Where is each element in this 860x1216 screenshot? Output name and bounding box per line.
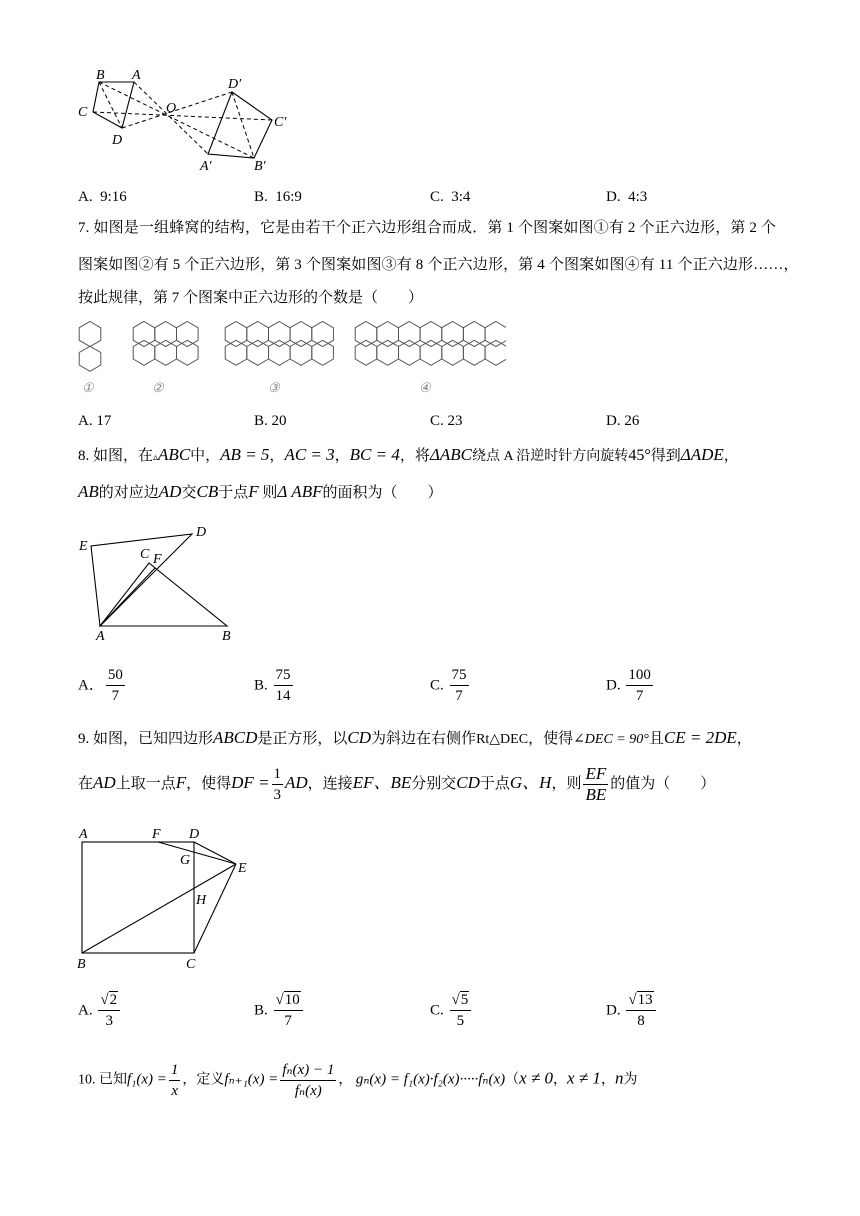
q9-label-b: B — [77, 957, 86, 972]
q9-figure — [74, 824, 264, 974]
hexagon — [225, 322, 247, 347]
hexagon — [247, 322, 269, 347]
hexagon — [269, 322, 291, 347]
hexagon — [355, 340, 377, 365]
q6-label-d: D — [112, 133, 123, 148]
q9-label-d: D — [189, 827, 200, 842]
hexagon — [442, 340, 464, 365]
q8-text-line2: AB的对应边AD交CB于点F 则Δ ABF的面积为（ ） — [78, 482, 443, 501]
q6-label-d-prime: D′ — [228, 77, 242, 92]
hexagon — [312, 322, 334, 347]
q8-option-c[interactable]: C. $\frac{75}{7}$ — [430, 667, 467, 704]
hexagon — [79, 346, 101, 371]
q8-label-c: C — [140, 547, 150, 562]
q9-label-h: H — [196, 893, 207, 908]
hexagon — [442, 322, 464, 347]
hexagon — [312, 340, 334, 365]
hexagon — [133, 340, 155, 365]
q7-label-2: ② — [152, 380, 164, 395]
hexagon — [485, 340, 506, 365]
q9-option-d[interactable]: D. $\frac{√13}{8}$ — [606, 990, 658, 1031]
q6-figure — [74, 66, 304, 178]
q6-option-b[interactable]: B. 16:9 — [254, 189, 302, 205]
q9-label-g: G — [180, 853, 191, 868]
q7-text-line2: 图案如图②有 5 个正六边形，第 3 个图案如图③有 8 个正六边形，第 4 个图案如图④有 11 个正六边形……， — [78, 257, 799, 273]
hexagon — [155, 340, 177, 365]
hexagon — [247, 340, 269, 365]
q6-label-b: B — [96, 68, 105, 83]
hexagon — [355, 322, 377, 347]
hexagon — [269, 340, 291, 365]
q8-option-a[interactable]: A． $\frac{50}{7}$ — [78, 667, 123, 704]
q8-option-d[interactable]: D. $\frac{100}{7}$ — [606, 667, 651, 704]
q9-option-c[interactable]: C. $\frac{√5}{5}$ — [430, 990, 473, 1031]
q7-text-line1: 7. 如图是一组蜂窝的结构，它是由若干个正六边形组合而成．第 1 个图案如图①有 2 个正六边形，第 2 个 — [78, 220, 777, 236]
hexagon — [177, 340, 199, 365]
q9-label-c: C — [186, 957, 196, 972]
hexagon — [377, 322, 399, 347]
hexagon — [177, 322, 199, 347]
q6-label-b-prime: B′ — [254, 159, 266, 174]
q7-hexagon-figures — [76, 320, 506, 400]
q7-option-d[interactable]: D. 26 — [606, 413, 640, 429]
q7-option-c[interactable]: C. 23 — [430, 413, 463, 429]
hexagon — [290, 322, 312, 347]
hexagon — [225, 340, 247, 365]
q9-option-a[interactable]: A. $\frac{√2}{3}$ — [78, 990, 122, 1031]
hexagon — [290, 340, 312, 365]
q7-option-a[interactable]: A. 17 — [78, 413, 112, 429]
q8-text-line1: 8. 如图，在▵ABC中，AB = 5，AC = 3，BC = 4，将ΔABC绕点 A 沿逆时针方向旋转45°得到ΔADE， — [78, 445, 739, 464]
q9-text-line2: 在AD上取一点F，使得DF = $\frac{1}{3}$ AD，连接EF、BE分别交CD于点G、H，则 $\frac{EF}{BE}$ 的值为（ ） — [78, 764, 716, 804]
q8-label-d: D — [196, 525, 207, 540]
q8-label-b: B — [222, 629, 231, 644]
hexagon — [155, 322, 177, 347]
q6-option-d[interactable]: D. 4:3 — [606, 189, 648, 205]
q9-label-a: A — [79, 827, 88, 842]
hexagon — [420, 340, 442, 365]
hexagon — [485, 322, 506, 347]
q8-figure — [74, 520, 244, 645]
q9-label-f: F — [152, 827, 161, 842]
q9-text-line1: 9. 如图，已知四边形ABCD是正方形，以CD为斜边在右侧作Rt△DEC，使得∠DEC = 90°且CE = 2DE， — [78, 728, 752, 747]
hexagon — [399, 322, 421, 347]
q8-option-b[interactable]: B. $\frac{75}{14}$ — [254, 667, 291, 704]
q6-label-c-prime: C′ — [274, 115, 287, 130]
hexagon — [463, 340, 485, 365]
q7-label-1: ① — [82, 380, 94, 395]
q6-label-c: C — [78, 105, 88, 120]
q6-option-a[interactable]: A. 9:16 — [78, 189, 127, 205]
q6-label-o: O — [166, 101, 177, 116]
q7-label-3: ③ — [268, 380, 280, 395]
hexagon — [463, 322, 485, 347]
hexagon — [79, 322, 101, 347]
q7-label-4: ④ — [419, 380, 431, 395]
q10-text-line1: 10. 已知f₁(x) = $\frac{1}{x}$ ，定义fₙ₊₁(x) = $\frac{\text{fₙ(x) − 1}}{\text{fₙ(x)}}$ ， gₙ(x) = f₁(x)·f₂(x)·····fₙ(x)（x ≠ 0，x ≠ 1，n为 — [78, 1062, 638, 1099]
q7-text-line3: 按此规律，第 7 个图案中正六边形的个数是（ ） — [78, 290, 424, 306]
hexagon — [420, 322, 442, 347]
q6-label-a: A — [132, 68, 141, 83]
q6-label-a-prime: A′ — [200, 159, 212, 174]
hexagon — [377, 340, 399, 365]
q8-label-a: A — [96, 629, 105, 644]
hexagon — [399, 340, 421, 365]
q8-label-e: E — [79, 539, 88, 554]
q8-label-f: F — [153, 552, 162, 567]
hexagon — [133, 322, 155, 347]
q9-label-e: E — [238, 861, 247, 876]
q9-option-b[interactable]: B. $\frac{√10}{7}$ — [254, 990, 305, 1031]
q6-option-c[interactable]: C. 3:4 — [430, 189, 471, 205]
q7-option-b[interactable]: B. 20 — [254, 413, 287, 429]
